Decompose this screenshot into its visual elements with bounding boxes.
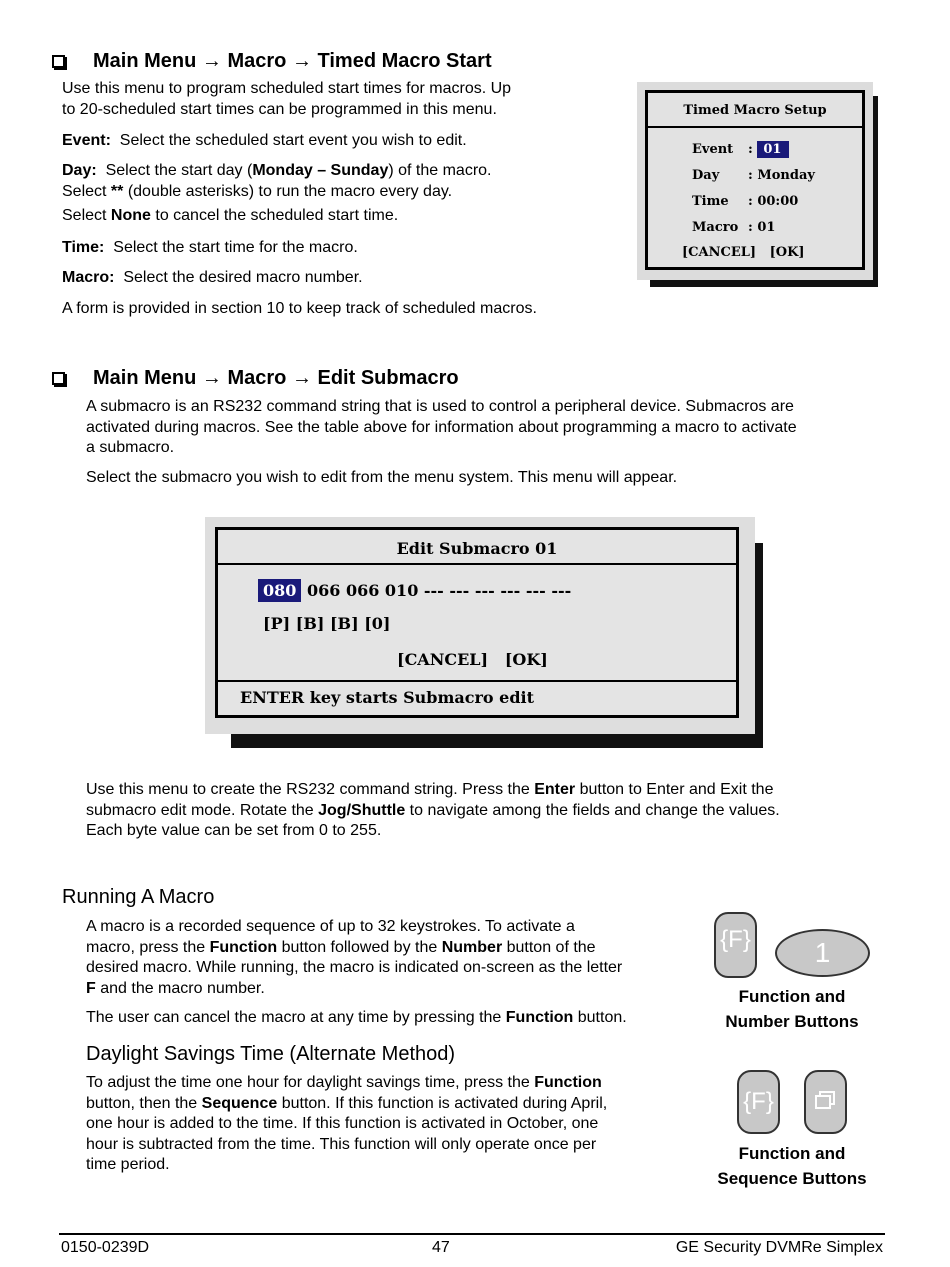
day-value[interactable]: Monday	[757, 168, 815, 183]
field-sep: :	[748, 220, 753, 235]
divider	[218, 680, 736, 682]
text: ) of the macro.	[388, 162, 492, 179]
time-value[interactable]: 00:00	[757, 194, 799, 209]
event-value[interactable]: 01	[757, 141, 789, 158]
sequence-windows-icon	[806, 1072, 845, 1132]
section-heading-daylight-savings: Daylight Savings Time (Alternate Method)	[86, 1043, 456, 1065]
text-line: desired macro. While running, the macro is indicated on-screen as the letter	[86, 959, 623, 976]
checkbox-bullet-icon	[52, 55, 65, 68]
field-label: Macro	[692, 220, 739, 235]
heading-part: Macro	[227, 367, 287, 389]
checkbox-bullet-icon	[52, 372, 65, 385]
event-text: Select the scheduled start event you wish to edit.	[119, 132, 467, 149]
cancel-button[interactable]: [CANCEL]	[397, 650, 489, 669]
field-sep: :	[748, 194, 753, 209]
event-field[interactable]	[692, 137, 815, 163]
text: to cancel the scheduled start time.	[150, 207, 399, 224]
text-line: time period.	[86, 1156, 170, 1173]
text-bold: **	[110, 182, 124, 200]
text-bold: Function	[505, 1009, 574, 1026]
char-row: [P] [B] [B] [0]	[263, 614, 391, 633]
cancel-button[interactable]: [CANCEL]	[682, 245, 757, 260]
footer-doc-number: 0150-0239D	[61, 1239, 150, 1256]
text: button. If this function is activated during April,	[277, 1094, 608, 1112]
macro-label: Macro:	[62, 269, 115, 286]
panel-title: Edit Submacro 01	[396, 539, 558, 558]
text-bold: Monday – Sunday	[252, 162, 389, 179]
footer-rule	[59, 1233, 885, 1235]
text-line: Use this menu to program scheduled start times for macros. Up	[62, 80, 512, 97]
panel-fields	[692, 137, 815, 241]
submacro-paragraph	[86, 397, 797, 459]
caption-function-number	[702, 984, 882, 1034]
text: macro, press the	[86, 938, 210, 956]
section-heading-running-macro: Running A Macro	[62, 886, 215, 908]
panel-hint: ENTER key starts Submacro edit	[240, 688, 535, 707]
section-heading-edit-submacro	[52, 367, 459, 390]
time-field[interactable]	[692, 189, 815, 215]
time-label: Time:	[62, 239, 105, 256]
macro-value[interactable]: 01	[757, 220, 776, 235]
timed-macro-setup-panel	[637, 82, 873, 280]
field-sep: :	[748, 142, 753, 157]
panel-frame	[645, 90, 865, 270]
heading-part: Main Menu	[93, 50, 197, 72]
caption-line: Function and	[738, 987, 846, 1006]
sequence-button-icon	[804, 1070, 847, 1134]
footer-page-number: 47	[432, 1239, 450, 1256]
text-bold: Function	[209, 938, 278, 956]
panel-buttons	[682, 245, 805, 260]
field-label: Day	[692, 168, 720, 183]
text-bold: F	[86, 979, 96, 997]
caption-line: Sequence Buttons	[717, 1169, 867, 1188]
text: button.	[573, 1009, 627, 1026]
arrow: →	[201, 50, 222, 72]
edit-submacro-panel	[205, 517, 755, 734]
ok-button[interactable]: [OK]	[504, 650, 548, 669]
intro-paragraph	[62, 79, 511, 120]
text-bold: Function	[534, 1074, 602, 1091]
text-bold: None	[110, 207, 151, 224]
text: button of the	[502, 938, 596, 956]
byte-fields[interactable]: 066 066 010 --- --- --- --- --- ---	[306, 581, 572, 600]
running-macro-paragraph	[86, 917, 622, 999]
footer-product-name: GE Security DVMRe Simplex	[675, 1239, 883, 1256]
text-bold: Enter	[534, 781, 576, 798]
cancel-macro-paragraph	[86, 1008, 627, 1029]
text: Select	[62, 182, 111, 200]
section-heading-timed-macro-start	[52, 50, 492, 73]
field-label: Time	[692, 194, 729, 209]
text: Use this menu to create the RS232 command string. Press the	[86, 781, 535, 798]
day-field[interactable]	[692, 163, 815, 189]
function-button-icon: {F}	[737, 1070, 780, 1134]
text-line: Each byte value can be set from 0 to 255.	[86, 822, 382, 839]
text: The user can cancel the macro at any time by pressing the	[86, 1009, 506, 1026]
caption-line: Number Buttons	[725, 1012, 859, 1031]
caption-line: Function and	[738, 1144, 846, 1163]
ok-button[interactable]: [OK]	[769, 245, 805, 260]
panel-title: Timed Macro Setup	[683, 103, 827, 118]
text-bold: Number	[441, 938, 503, 956]
time-description	[62, 238, 358, 259]
arrow: →	[291, 367, 312, 389]
event-label: Event:	[62, 132, 111, 149]
text: button to Enter and Exit the	[575, 781, 774, 798]
heading-part: Edit Submacro	[317, 367, 459, 389]
byte-row	[258, 581, 571, 600]
text: (double asterisks) to run the macro every day.	[123, 182, 453, 200]
heading-part: Macro	[227, 50, 287, 72]
macro-description	[62, 268, 363, 289]
text: To adjust the time one hour for daylight savings time, press the	[86, 1074, 535, 1091]
text: to navigate among the fields and change the values.	[405, 801, 780, 819]
text-line: activated during macros. See the table above for information about programming a macro to activate	[86, 418, 797, 436]
heading-part: Timed Macro Start	[317, 50, 492, 72]
text-line: A submacro is an RS232 command string that is used to control a peripheral device. Submacros are	[86, 398, 794, 415]
time-text: Select the start time for the macro.	[113, 239, 358, 256]
arrow: →	[291, 50, 312, 72]
text: and the macro number.	[95, 979, 265, 997]
field-sep: :	[748, 168, 753, 183]
function-button-icon: {F}	[714, 912, 757, 978]
panel-buttons	[397, 650, 548, 669]
form-note: A form is provided in section 10 to keep track of scheduled macros.	[62, 300, 537, 317]
day-label: Day:	[62, 162, 97, 179]
text-line: hour is subtracted from the time. This function will only operate once per	[86, 1135, 597, 1153]
text: Select the start day (	[105, 162, 253, 179]
arrow: →	[201, 367, 222, 389]
daylight-savings-paragraph	[86, 1073, 607, 1176]
field-label: Event	[692, 142, 734, 157]
caption-function-sequence	[702, 1141, 882, 1191]
rs232-paragraph	[86, 780, 780, 842]
day-description	[62, 161, 492, 227]
text-line: one hour is added to the time. If this function is activated in October, one	[86, 1115, 599, 1132]
text: button, then the	[86, 1094, 202, 1112]
menu-appear-text: Select the submacro you wish to edit from the menu system. This menu will appear.	[86, 469, 678, 486]
macro-field[interactable]	[692, 215, 815, 241]
event-description	[62, 131, 467, 152]
divider	[218, 563, 736, 565]
selected-byte-field[interactable]: 080	[258, 579, 301, 602]
panel-frame	[215, 527, 739, 718]
macro-text: Select the desired macro number.	[123, 269, 363, 286]
text: button followed by the	[277, 938, 442, 956]
text: submacro edit mode. Rotate the	[86, 801, 319, 819]
divider	[648, 126, 862, 128]
text: Select	[62, 207, 111, 224]
heading-part: Main Menu	[93, 367, 197, 389]
text-bold: Sequence	[201, 1094, 278, 1112]
number-button-icon: 1	[775, 929, 870, 977]
text-line: A macro is a recorded sequence of up to 32 keystrokes. To activate a	[86, 918, 575, 935]
text-line: to 20-scheduled start times can be programmed in this menu.	[62, 100, 497, 118]
text-bold: Jog/Shuttle	[318, 801, 406, 819]
text-line: a submacro.	[86, 439, 175, 456]
